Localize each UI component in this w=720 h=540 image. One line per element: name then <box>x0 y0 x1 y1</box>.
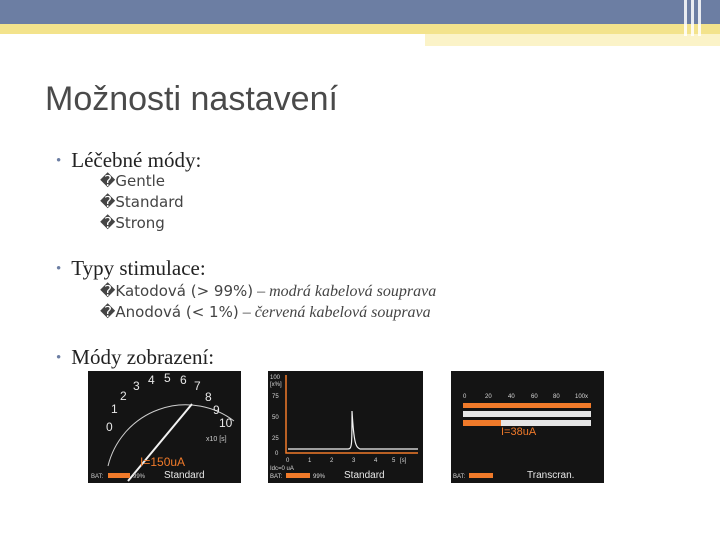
sub-item-standard: �Standard <box>100 193 184 211</box>
graph-y-tick-75: 75 <box>272 394 279 400</box>
bullet-text: Typy stimulace: <box>71 256 206 280</box>
gauge-tick-9: 9 <box>213 403 220 417</box>
bar-mode: Transcran. <box>527 470 575 481</box>
bar-scale-bottom <box>463 411 591 417</box>
bullet-dot: • <box>56 350 62 366</box>
gauge-tick-3: 3 <box>133 379 140 393</box>
gauge-bat-value: 99% <box>133 474 146 480</box>
bullet-treatment-modes <box>56 148 201 173</box>
bar-tick-100: 100x <box>575 394 589 400</box>
graph-x-unit: [s] <box>400 458 407 464</box>
bullet-dot: • <box>56 261 62 277</box>
top-stripe <box>0 24 720 34</box>
graph-bat-label: BAT: <box>270 474 283 480</box>
slide-title: Možnosti nastavení <box>45 80 338 118</box>
top-bar <box>0 0 720 24</box>
graph-battery-bar <box>286 473 310 478</box>
graph-x-tick-5: 5 <box>392 458 396 464</box>
sub-item-gentle: �Gentle <box>100 172 166 190</box>
bar-tick-80: 80 <box>553 394 560 400</box>
bar-tick-40: 40 <box>508 394 515 400</box>
bar-scale-top <box>463 403 591 408</box>
gauge-tick-2: 2 <box>120 389 127 403</box>
gauge-tick-8: 8 <box>205 390 212 404</box>
gauge-tick-7: 7 <box>194 379 201 393</box>
gauge-tick-5: 5 <box>164 371 171 385</box>
sub-item-cathodic: �Katodová (> 99%) – modrá kabelová souprava <box>100 282 437 300</box>
bar-level-fill <box>463 420 501 426</box>
bar-display-image <box>451 371 604 483</box>
gauge-tick-6: 6 <box>180 373 187 387</box>
bar-bat-label: BAT: <box>453 474 466 480</box>
bullet-text: Léčebné módy: <box>71 148 202 172</box>
gauge-mode: Standard <box>164 470 205 481</box>
top-stripe-light <box>425 34 720 46</box>
graph-y-unit: [x%] <box>270 382 282 388</box>
graph-idc: Idc=0 uA <box>270 466 294 472</box>
gauge-unit: x10 [s] <box>206 436 227 443</box>
gauge-tick-1: 1 <box>111 402 118 416</box>
bar-tick-60: 60 <box>531 394 538 400</box>
bullet-display-modes <box>56 345 214 370</box>
gauge-tick-10: 10 <box>219 416 233 430</box>
corner-decoration <box>680 0 706 36</box>
bar-current: I=38uA <box>501 426 537 438</box>
gauge-bat-label: BAT: <box>91 474 104 480</box>
gauge-battery-bar <box>108 473 130 478</box>
graph-x-tick-1: 1 <box>308 458 312 464</box>
graph-curve <box>288 411 418 449</box>
graph-y-tick-100: 100 <box>270 375 281 381</box>
graph-bat-value: 99% <box>313 474 326 480</box>
bullet-stimulation-types <box>56 256 206 281</box>
graph-y-tick-0: 0 <box>275 451 279 457</box>
bar-tick-20: 20 <box>485 394 492 400</box>
graph-x-tick-3: 3 <box>352 458 356 464</box>
gauge-display-image <box>88 371 241 483</box>
graph-mode: Standard <box>344 470 385 481</box>
graph-display-image <box>268 371 423 483</box>
sub-item-strong: �Strong <box>100 214 165 232</box>
bullet-dot: • <box>56 153 62 169</box>
graph-x-tick-4: 4 <box>374 458 378 464</box>
gauge-tick-0: 0 <box>106 420 113 434</box>
gauge-tick-4: 4 <box>148 373 155 387</box>
bullet-text: Módy zobrazení: <box>71 345 215 369</box>
bar-tick-0: 0 <box>463 394 467 400</box>
graph-y-tick-25: 25 <box>272 436 279 442</box>
graph-x-tick-2: 2 <box>330 458 334 464</box>
bar-battery-bar <box>469 473 493 478</box>
graph-x-tick-0: 0 <box>286 458 290 464</box>
graph-y-tick-50: 50 <box>272 415 279 421</box>
sub-item-anodic: �Anodová (< 1%) – červená kabelová souprava <box>100 303 431 321</box>
gauge-current: I=150uA <box>140 455 186 469</box>
